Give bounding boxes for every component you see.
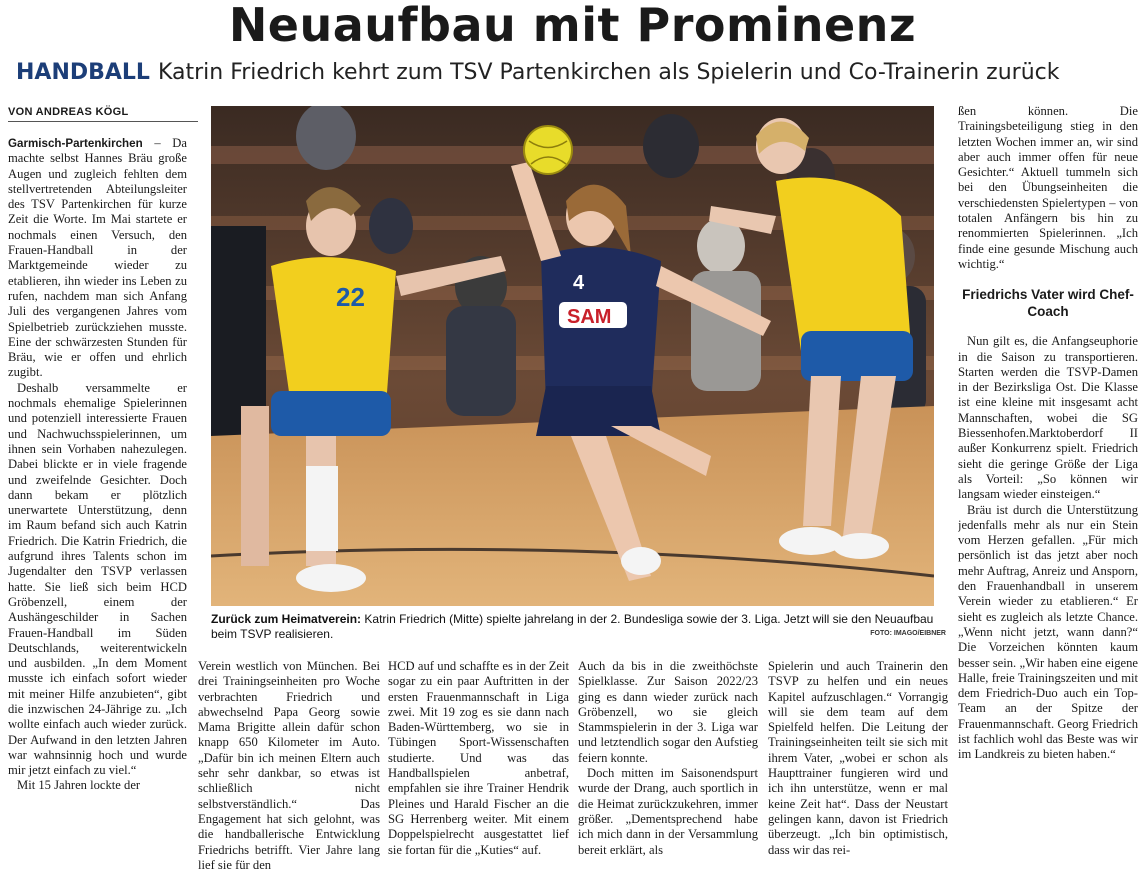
handball-photo <box>211 106 934 606</box>
paragraph: Deshalb versammelte er nochmals ehemalige Spielerinnen und potenziell interessierte Frauen und Nachwuchsspielerinnen, um ihnen sein Vorhaben nahezulegen. Dabei blickte er in viele fragende und zweifelnde Gesichter. Doch dann bekam er plötzlich unerwartete Unterstützung, denn im Raum befand sich auch Katrin Friedrich. Die Katrin Friedrich, die aufgrund ihres Talents schon im Jugendalter den TSVP verlassen hatte. Sie ließ sich beim HCD Gröbenzell, einem der Aushängeschilder in Sachen Frauen-Handball im Süden Deutschlands, weiterentwickeln und ausbilden. „In dem Moment musste ich einfach sofort wieder mit meiner Hilfe anzubieten“, gibt die inzwischen 24-Jährige zu. „Ich wollte einfach auch wieder zurück. Der Aufwand in den letzten Jahren war wahnsinnig hoch und wurde mir jetzt einfach zu viel.“ <box>8 380 187 778</box>
caption-text: Katrin Friedrich (Mitte) spielte jahrelang in der 2. Bundesliga sowie der 3. Liga. Jetzt will sie den Neuaufbau beim TSVP realisieren. <box>211 612 934 641</box>
photo-caption <box>211 612 946 642</box>
photo-credit: FOTO: IMAGO/EIBNER <box>870 630 946 637</box>
subheading: Friedrichs Vater wird Chef-Coach <box>962 287 1134 320</box>
article-column-1 <box>8 136 187 891</box>
paragraph: Spielerin und auch Trainerin den TSVP zu helfen und ein neues Kapitel aufzuschlagen.“ Vorrangig will sie dem team auf dem Spielfeld helfen. Die Leitung der Trainingseinheiten teilt sie sich mit ihrem Vater, „wobei er schon als Haupttrainer fungieren wird und ich ihn unterstütze, wenn er mal keine Zeit hat“. Dass der Neustart gelingen kann, davon ist Friedrich überzeugt. „Ich bin optimistisch, dass wir das rei- <box>768 659 948 857</box>
caption-lead: Zurück zum Heimatverein: <box>211 612 362 626</box>
article-column-3 <box>388 659 569 891</box>
dateline: Garmisch-Partenkirchen <box>8 137 143 150</box>
paragraph: Doch mitten im Saisonendspurt wurde der Drang, auch sportlich in die Heimat zurückzukehren, immer größer. „Dementsprechend habe ich mich dann in der Versammlung bereit erklärt, als <box>578 766 758 857</box>
handball-photo-illustration <box>211 106 934 606</box>
subheadline-text: Katrin Friedrich kehrt zum TSV Partenkirchen als Spielerin und Co-Trainerin zurück <box>157 60 1060 85</box>
jersey-sponsor: SAM <box>567 306 612 328</box>
article-column-2 <box>198 659 380 891</box>
headline: Neuaufbau mit Prominenz <box>228 0 917 52</box>
paragraph: Verein westlich von München. Bei drei Trainingseinheiten pro Woche verbrachten Friedrich und abwechselnd Papa Georg sowie Mama Brigitte allein dafür schon knapp 650 Kilometer im Auto. „Dafür bin ich meinen Eltern auch sehr sehr dankbar, so etwas ist schließlich nicht selbstverständlich.“ Das Engagement hat sich gelohnt, was die handballerische Entwicklung Friedrichs betrifft. Vier Jahre lang lief sie für den <box>198 659 380 872</box>
subheadline <box>16 58 1136 88</box>
jersey-number-left: 22 <box>336 282 365 312</box>
paragraph: Garmisch-Partenkirchen – Da machte selbst Hannes Bräu große Augen und zugleich fehlten dem stellvertretenden Abteilungsleiter des TSV Partenkirchen für kurze Zeit die Worte. Im Mai startete er nochmals einen Versuch, den Frauen-Handball in der Marktgemeinde wieder zu etablieren, ihn wieder ins Leben zu rufen, nachdem man sich Anfang Juli des vergangenen Jahres vom Spielbetrieb zurückziehen musste. Eine der schwärzesten Stunden für Bräu, wie er offen und ehrlich zugibt. <box>8 136 187 380</box>
paragraph: HCD auf und schaffte es in der Zeit sogar zu ein paar Auftritten in der ersten Frauenmannschaft in Liga zwei. Mit 19 zog es sie dann nach Baden-Württemberg, wo sie in Tübingen Sport-Wissenschaften studierte. Und was das Handballspielen anbetraf, empfahlen sie ihre Trainer Hendrik Pleines und Harald Fischer an die SG Herrenberg weiter. Mit einem Doppelspielrecht ausgestattet lief sie fortan für die „Kuties“ auf. <box>388 659 569 857</box>
paragraph: Nun gilt es, die Anfangseuphorie in die Saison zu transportieren. Starten werden die TSVP-Damen in der Bezirksliga Ost. Die Klasse ist eine kleine mit insgesamt acht Mannschaften, wobei die SG Biessenhofen.Marktoberdorf II außer Konkurrenz spielt. Friedrich sieht die geringe Größe der Liga als Vorteil: „So können wir langsam wieder einsteigen.“ <box>958 334 1138 502</box>
article-column-6 <box>958 104 1138 891</box>
paragraph: Bräu ist durch die Unterstützung jedenfalls mehr als nur ein Stein vom Herzen gefallen. „Für mich persönlich ist das jetzt aber noch mehr Auftrag, Anreiz und Ansporn, den Frauenhandball in unserem Verein wieder zu etablieren.“ Er sieht es zugleich als letzte Chance. „Wenn nicht jetzt, wann dann?“ Die Vorzeichen könnten kaum besser sein. „Wir haben eine eigene Halle, freie Trainingszeiten und mit dem Friedrich-Duo auch ein Top-Team an der Spitze der Frauenmannschaft. Georg Friedrich ist fachlich wohl das Beste was wir im Landkreis zu bieten haben.“ <box>958 502 1138 762</box>
article-column-5 <box>768 659 948 891</box>
section-kicker: HANDBALL <box>16 60 150 85</box>
paragraph: Auch da bis in die zweithöchste Spielklasse. Zur Saison 2022/23 ging es dann wieder zurück nach Gröbenzell, wo sie gleich Stammspielerin in der 3. Liga war und letztendlich sogar den Aufstieg feiern konnte. <box>578 659 758 765</box>
article-column-4 <box>578 659 758 891</box>
paragraph: Mit 15 Jahren lockte der <box>17 778 141 793</box>
paragraph: ßen können. Die Trainingsbeteiligung stieg in den letzten Wochen immer an, wir sind aber auch immer offen für neue Gesichter.“ Aktuell tummeln sich bei den Übungseinheiten die verschiedensten Spielertypen – von totalen Anfängern bis hin zu renommierten Spielerinnen. „Ich finde eine gesunde Mischung auch wichtig.“ <box>958 104 1138 271</box>
jersey-number-center: 4 <box>573 272 585 294</box>
byline: VON ANDREAS KÖGL <box>8 106 198 122</box>
handball-icon <box>524 126 572 174</box>
